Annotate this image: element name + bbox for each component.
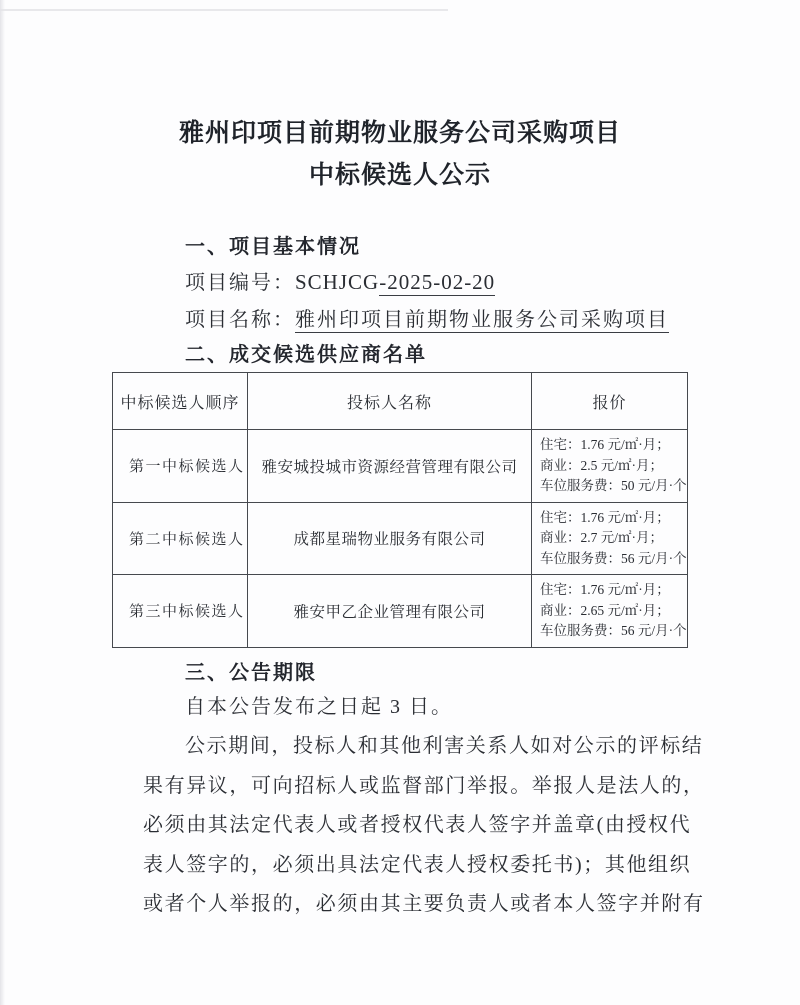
document-title-line1: 雅州印项目前期物业服务公司采购项目 (178, 119, 621, 147)
project-name-label: 项目名称： (185, 309, 295, 331)
project-name-field (185, 303, 669, 332)
quote-line-residential: 住宅：1.76 元/㎡·月； (540, 437, 670, 452)
table-row-second-candidate (113, 502, 688, 575)
paragraph-line: 或者个人举报的，必须由其主要负责人或者本人签字并附有 (143, 893, 705, 915)
cell-quote (532, 502, 688, 575)
notice-paragraph (143, 727, 705, 925)
quote-line-parking: 车位服务费：56 元/月·个 (540, 623, 687, 638)
section-heading-supplier-list: 二、成交候选供应商名单 (185, 344, 427, 366)
cell-bidder-name: 成都星瑞物业服务有限公司 (248, 502, 532, 575)
document-title (0, 112, 800, 196)
paragraph-line: 表人签字的，必须出具法定代表人授权委托书)；其他组织 (143, 853, 692, 876)
quote-line-parking: 车位服务费：56 元/月·个 (540, 550, 687, 566)
cell-bidder-name: 雅安甲乙企业管理有限公司 (248, 575, 532, 648)
project-number-field (185, 266, 495, 295)
cell-candidate-order: 第一中标候选人 (113, 430, 248, 503)
paragraph-line: 必须由其法定代表人或者授权代表人签字并盖章(由授权代 (143, 814, 692, 836)
quote-line-commercial: 商业：2.5 元/㎡·月； (540, 457, 663, 473)
quote-line-residential: 住宅：1.76 元/㎡·月； (540, 509, 670, 525)
cell-candidate-order: 第三中标候选人 (113, 575, 248, 648)
paragraph-line: 公示期间，投标人和其他利害关系人如对公示的评标结 (185, 735, 704, 757)
section-heading-basic-info: 一、项目基本情况 (185, 236, 361, 258)
table-row-third-candidate (113, 575, 688, 648)
cell-quote (532, 430, 688, 503)
paragraph-line: 果有异议，可向招标人或监督部门举报。举报人是法人的， (143, 774, 705, 797)
cell-quote (532, 575, 688, 648)
project-number-value: -2025-02-20 (379, 270, 496, 294)
announcement-duration: 自本公告发布之日起 3 日。 (185, 696, 453, 718)
quote-line-commercial: 商业：2.7 元/㎡·月； (540, 530, 663, 545)
section-heading-announcement-period: 三、公告期限 (185, 662, 317, 684)
table-header-row (113, 373, 688, 430)
project-name-value: 雅州印项目前期物业服务公司采购项目 (295, 309, 669, 331)
quote-line-residential: 住宅：1.76 元/㎡·月； (540, 582, 670, 597)
header-cell-bidder-name: 投标人名称 (248, 373, 532, 430)
header-cell-candidate-order: 中标候选人顺序 (113, 373, 248, 430)
scan-artifact-top-line (0, 9, 448, 11)
quote-line-parking: 车位服务费：50 元/月·个 (540, 478, 687, 493)
quote-line-commercial: 商业：2.65 元/㎡·月； (540, 602, 670, 618)
header-cell-quote: 报价 (532, 373, 688, 430)
cell-candidate-order: 第二中标候选人 (113, 502, 248, 575)
project-number-label: 项目编号： (185, 272, 295, 294)
project-number-prefix: SCHJCG (295, 270, 380, 294)
bid-candidates-table (112, 372, 688, 648)
table-row-first-candidate (113, 430, 688, 503)
cell-bidder-name: 雅安城投城市资源经营管理有限公司 (248, 430, 532, 503)
document-title-line2: 中标候选人公示 (308, 161, 491, 189)
